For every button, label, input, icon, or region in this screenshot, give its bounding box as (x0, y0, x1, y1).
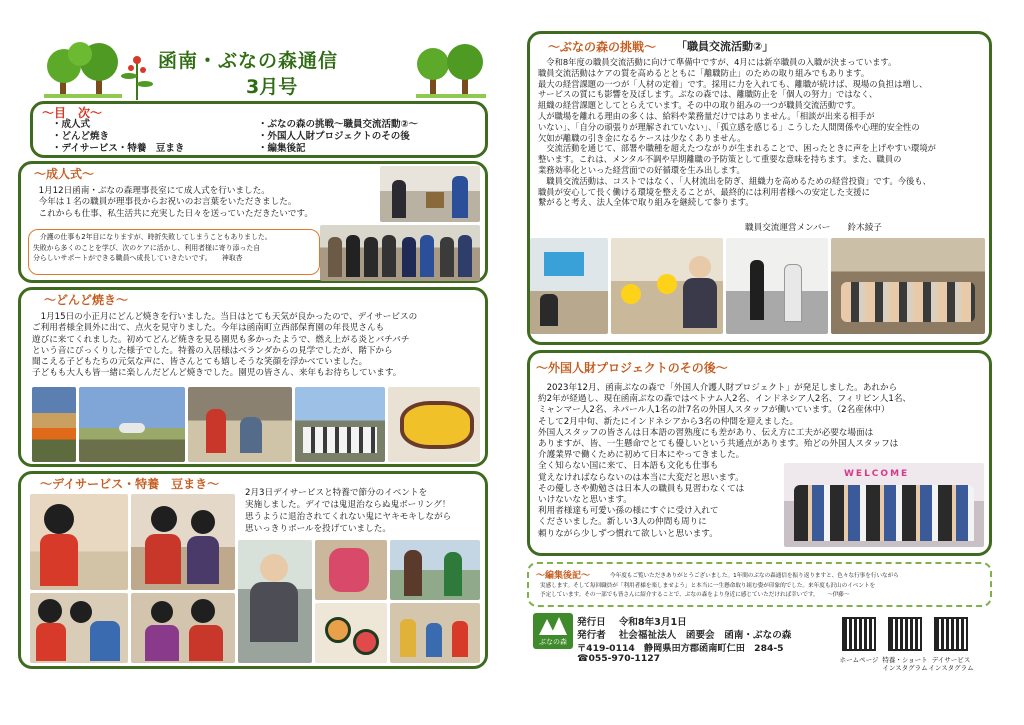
qr-code-homepage[interactable] (842, 617, 876, 651)
bonfire-photo-4 (295, 387, 385, 462)
qr-caption-homepage: ホームページ (839, 656, 879, 664)
setsubun-photo-1 (30, 494, 128, 590)
challenge-subheading: 「職員交流活動②」 (676, 40, 774, 53)
foreign-heading: ～外国人財プロジェクトのその後～ (536, 361, 728, 375)
welcome-banner: WELCOME (844, 469, 910, 479)
seijinshiki-heading: ～成人式～ (34, 167, 95, 181)
ehomaki-photo (315, 603, 387, 663)
logo-trees-icon (533, 613, 573, 639)
bonfire-photo-2 (79, 387, 185, 462)
qr-caption-dayservice-instagram: デイサービス インスタグラム (928, 656, 974, 672)
bonfire-photo-1 (32, 387, 76, 462)
tree-left-illustration (44, 40, 122, 98)
setsubun-photo-4 (131, 593, 235, 663)
exchange-photo-3 (726, 238, 828, 334)
plant-illustration (119, 54, 155, 100)
dondo-heading: ～どんど焼き～ (44, 293, 129, 307)
newsletter-title: 函南・ぶなの森通信 (158, 50, 339, 72)
challenge-heading: ～ぶなの森の挑戦～ (548, 40, 657, 54)
exchange-group-photo (831, 238, 985, 334)
logo-text: ぶなの森 (539, 638, 567, 646)
exchange-photo-1 (530, 238, 608, 334)
bonfire-photo-3 (188, 387, 292, 462)
challenge-signature: 職員交流運営メンバー 鈴木綾子 (745, 223, 882, 233)
foreign-body: 2023年12月、函南ぶなの森で「外国人介護人財プロジェクト」が発足しました。あれから 約2年が経過し、現在函南ぶなの森ではベトナム人2名、インドネシア人2名、フィリピン人1名、 ミャンマー人2名、ネパール人1名の計7名の外国人スタッフが働いています。（2名産休中） そして2月中旬、新たにインドネシアから3名の仲間を迎えました。 外国人スタッフの皆さんは日本語の習熟度にも差があり、伝え方に工夫が必要な場面は ありますが、皆、一生懸命でとても優しいという共通点があります。殆どの外国人スタッフは 介護業界で働くために初めて日本にやってきました。 全く知らない国に来て、日本語も文化も仕事も 覚えなければならないのは本当に大変だと思います。 その優しさや勤勉さは日本人の職員も見習わなくては いけないなと思います。 利用者様達も可愛い孫の様にすぐに受け入れて くださいました。新しい3人の仲間も周りに 頼りながら少しずつ慣れて欲しいと思います。 (538, 383, 912, 539)
setsubun-photo-8 (390, 603, 480, 663)
qr-code-dayservice-instagram[interactable] (934, 617, 968, 651)
dondo-body: 1月15日の小正月にどんど焼きを行いました。当日はとても天気が良かったので、デイサービスの ご利用者様全員外に出て、点火を見守りました。今年は函南町立西部保育園の年長児さんも 遊びに来てくれました。初めてどんど焼きを見る園児も多かったようで、燃え上がる炎とバチバチ という音にびっくりした様子でした。特養の入居様はベランダからの見学でしたが、階下から 聞こえる子どもたちの元気な声に、皆さんとても嬉しそうな笑顔を浮かべていました。 子どもも大人も皆一緒に楽しんだどんど焼きでした。園児の皆さん、来年もお待ちしています。 (32, 312, 418, 379)
toc-item: ・外国人人財プロジェクトのその後 (258, 131, 410, 142)
buna-logo (533, 613, 573, 649)
setsubun-photo-7 (390, 540, 480, 600)
welcome-staff-photo (784, 463, 984, 547)
tree-right-illustration (416, 40, 486, 98)
toc-item: ・編集後記 (258, 143, 306, 154)
ceremony-group-photo (320, 225, 480, 281)
qr-code-tokuyo-instagram[interactable] (888, 617, 922, 651)
phone: ☎055-970-1127 (577, 653, 660, 664)
seijinshiki-body: 1月12日函南・ぶなの森理事長室にて成人式を行いました。 今年は１名の職員が理事長からお祝いのお言葉をいただきました。 これからも仕事、私生活共に充実した日々を送っていただきたいです。 (38, 186, 313, 219)
issue-date: 発行日 令和8年3月1日 (577, 617, 687, 628)
afterword-heading: ～編集後記～ (536, 571, 591, 581)
qr-caption-tokuyo-instagram: 特養・ショート インスタグラム (882, 656, 928, 672)
toc-item: ・どんど焼き (52, 131, 110, 142)
mamemaki-body: 2月3日デイサービスと特養で節分のイベントを 実施しました。デイでは鬼退治ならぬ鬼ボーリング！ 思うように退治されてくれない鬼にヤキモキしながら 思いっきりボールを投げていました。 (245, 488, 452, 534)
staff-quote: 介護の仕事も2年目になりますが、時折失敗してしまうこともありました。 失敗から多くのことを学び、次のケアに活かし、利用者様に寄り添った自 分らしいサポートができる職員へ成長していきたいです。 神取杏 (33, 233, 272, 262)
exchange-photo-2 (611, 238, 723, 334)
address: 〒419-0114 静岡県田方郡函南町仁田 284-5 (577, 643, 784, 654)
setsubun-photo-5 (238, 540, 312, 663)
ceremony-photo-1 (380, 166, 480, 222)
toc-item: ・ぶなの森の挑戦～職員交流活動②～ (258, 119, 419, 130)
toc-item: ・成人式 (52, 119, 91, 130)
toc-heading: ～目 次～ (42, 106, 103, 120)
afterword-body: 今年度もご覧いただきありがとうございました。1年間のぶなの森通信を振り返りますと、色々な行事を行いながら 実感します。そして毎回職員が「利用者様を楽しませよう」と本当に一生懸命取り組む姿が印象的でした。来年度も沢山のイベントを 予定しています。その一部でも皆さんに紹介することで、ぶなの森をより身近に感じていただければ幸いです。 ～伊藤～ (540, 573, 899, 598)
setsubun-photo-2 (131, 494, 235, 590)
roasted-sweet-potato-photo (388, 387, 480, 462)
issue-month: 3月号 (246, 76, 298, 98)
toc-item: ・デイサービス・特養 豆まき (52, 143, 185, 154)
challenge-body: 令和8年度の職員交流活動に向けて準備中ですが、4月には新卒職員の入職が決まっています。 職員交流活動はケアの質を高めるとともに「離職防止」のための取り組みでもあります。 最大の経営課題の一つが「人材の定着」です。採用に力を入れても、離職が続けば、現場の負担は増し、 サービスの質にも影響を及ぼします。ぶなの森では、離職防止を「個人の努力」ではなく、 組織の経営課題としてとらえています。その中の取り組みの一つが職員交流活動です。 人が職場を離れる理由の多くは、給料や業務量だけではありません。「相談が出来る相手が いない」、「自分の頑張りが理解されていない」、「孤立感を感じる」こうした人間関係や心理的安全性の 欠如が離職の引き金になるケースは少なくありません。 交流活動を通じて、部署や職種を超えたつながりが生まれることで、困ったときに声を上げやすい環境が 整います。これは、メンタル不調や早期離職の予防策として重要な意味を持ちます。また、職員の 業務効率化といった経営面での好循環を生み出します。 職員交流活動は、コストではなく、「人材流出を防ぎ、組織力を高めるための経営投資」です。今後も、 職員が安心して長く働ける環境を整えることが、最終的には利用者様への安定した支援に 繋がると考え、法人全体で取り組みを継続して参ります。 (538, 57, 936, 208)
mamemaki-heading: ～デイサービス・特養 豆まき～ (40, 477, 220, 491)
publisher: 発行者 社会福祉法人 函要会 函南・ぶなの森 (577, 630, 792, 641)
setsubun-photo-6 (315, 540, 387, 600)
setsubun-photo-3 (30, 593, 128, 663)
